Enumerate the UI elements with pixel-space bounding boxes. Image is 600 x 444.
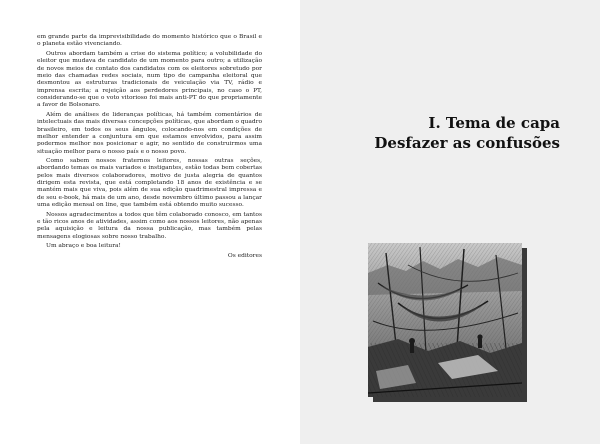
- right-page: [300, 0, 600, 444]
- editorial-paragraph: Outros abordam também a crise do sistema político; a volubilidade do eleitor que mudava de candidato de um momento para outro; a utilização de novos meios de contato dos candidatos com os eleitores sobretudo por meio das chamadas redes sociais, num tipo de campanha eleitoral que desmontou as estruturas tradicionais de veiculação via TV, rádio e imprensa escrita; a rejeição aos perdedores principais, no caso o PT, considerando-se que o voto vitorioso foi mais anti-PT do que propriamente a favor de Bolsonaro.: [37, 50, 262, 109]
- editorial-paragraph: Como sabem nossos fraternos leitores, nossas outras seções, abordando temas os mais variados e instigantes, estão todas bem cobertas pelos mais diversos colaboradores, motivo de justa alegria de quantos dirigem esta revista, que está completando 18 anos de existência e se mantém mais que viva, pois além de sua edição quadrimestral impressa e de seu e-book, há mais de um ano, desde novembro último passou a lançar uma edição mensal on line, que também está obtendo muito sucesso.: [37, 158, 262, 209]
- closing-line: Um abraço e boa leitura!: [46, 243, 121, 250]
- section-title: I. Tema de capa: [428, 114, 560, 132]
- section-heading: [374, 114, 560, 154]
- section-subtitle: Desfazer as confusões: [374, 134, 560, 152]
- editorial-text-column: [37, 34, 262, 262]
- cover-illustration: [368, 243, 522, 397]
- editors-signature: Os editores: [227, 252, 262, 259]
- editorial-paragraph: Além de análises de lideranças políticas, há também comentários de intelectuais das mais diversas concepções políticas, que abordam o quadro brasileiro, em todos os seus ângulos, colocando-nos em condições de melhor entender a conjuntura em que estamos envolvidos, para assim podermos melhor nos posicionar e agir, no sentido de construirmos uma situação melhor para o nosso país e o nosso povo.: [37, 111, 262, 155]
- illustration-frame: [368, 243, 522, 397]
- editorial-paragraph: Nossos agradecimentos a todos que têm colaborado conosco, em tantos e tão ricos anos de atividades, assim como aos nossos leitores, não apenas pela aquisição e leitura da nossa publicação, mas também pelas mensagens elogiosas sobre nosso trabalho.: [37, 211, 262, 240]
- engraving-image: [368, 243, 522, 397]
- editorial-paragraph: em grande parte da imprevisibilidade do momento histórico que o Brasil e o planeta estão vivenciando.: [37, 34, 262, 48]
